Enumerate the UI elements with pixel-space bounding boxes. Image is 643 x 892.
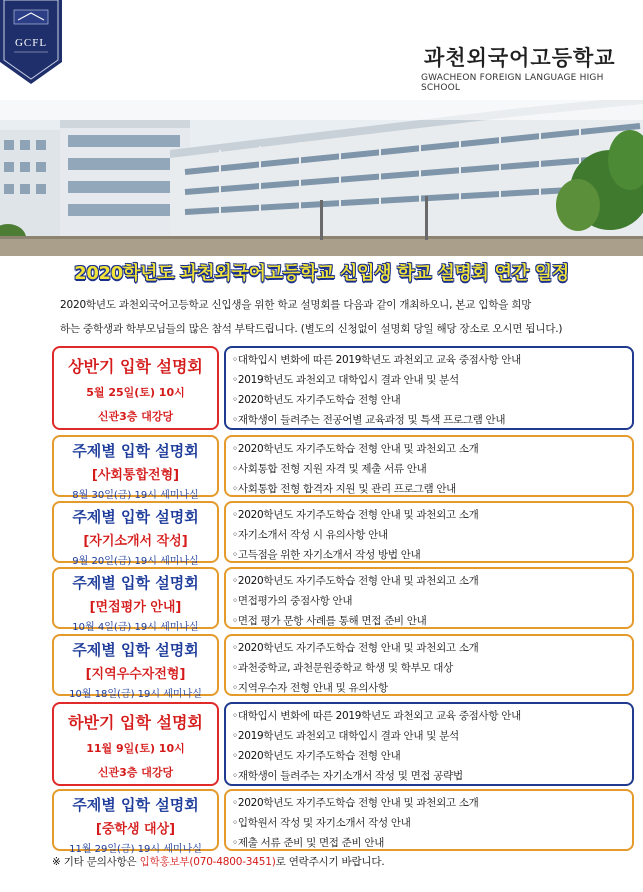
session-date: 11월 29일(금) 19시 세미나실: [69, 844, 202, 855]
agenda-item: ◦2020학년도 자기주도학습 전형 안내: [232, 750, 401, 762]
session-title: 주제별 입학 설명회: [72, 508, 199, 526]
intro-paragraph: [60, 293, 620, 341]
session-topic: [지역우수자전형]: [85, 667, 186, 682]
session-agenda-box: [224, 634, 634, 696]
session-topic: [면접평가 안내]: [89, 600, 182, 615]
agenda-item: ◦면접 평가 문항 사례를 통해 면접 준비 안내: [232, 615, 427, 627]
page-title: 2020학년도 과천외국어고등학교 신입생 학교 설명회 연간 일정: [74, 263, 569, 284]
session-info-box: [52, 789, 219, 855]
contact-note-suffix: 로 연락주시기 바랍니다.: [275, 856, 385, 868]
session-title: 하반기 입학 설명회: [68, 713, 203, 732]
session-info-box: [52, 702, 219, 786]
agenda-item: ◦2020학년도 자기주도학습 전형 안내 및 과천외고 소개: [232, 642, 479, 654]
session-info-box: [52, 346, 219, 430]
session-date: 10월 18일(금) 19시 세미나실: [69, 689, 202, 700]
agenda-item: ◦2020학년도 자기주도학습 전형 안내 및 과천외고 소개: [232, 443, 479, 455]
session-topic: [중학생 대상]: [95, 822, 176, 837]
agenda-item: ◦사회통합 전형 지원 자격 및 제출 서류 안내: [232, 463, 427, 475]
session-agenda-box: [224, 346, 634, 430]
agenda-item: ◦재학생이 들려주는 전공어별 교육과정 및 특색 프로그램 안내: [232, 414, 506, 426]
session-date: 5월 25일(토) 10시: [86, 386, 185, 399]
contact-phone: 입학홍보부(070-4800-3451): [139, 856, 276, 868]
agenda-item: ◦2020학년도 자기주도학습 전형 안내 및 과천외고 소개: [232, 575, 479, 587]
agenda-item: ◦2019학년도 과천외고 대학입시 결과 안내 및 분석: [232, 374, 459, 386]
session-title: 주제별 입학 설명회: [72, 574, 199, 592]
contact-note: [52, 854, 384, 869]
session-info-box: [52, 567, 219, 633]
school-building-photo: [0, 0, 643, 256]
session-place: 신관3층 대강당: [97, 410, 174, 423]
session-agenda-box: [224, 702, 634, 786]
session-title: 주제별 입학 설명회: [72, 641, 199, 659]
agenda-item: ◦대학입시 변화에 따른 2019학년도 과천외고 교육 중점사항 안내: [232, 354, 521, 366]
session-agenda-box: [224, 501, 634, 563]
agenda-item: ◦재학생이 들려주는 자기소개서 작성 및 면접 공략법: [232, 770, 463, 782]
agenda-item: ◦2020학년도 자기주도학습 전형 안내: [232, 394, 401, 406]
session-agenda-box: [224, 567, 634, 629]
agenda-item: ◦2020학년도 자기주도학습 전형 안내 및 과천외고 소개: [232, 797, 479, 809]
agenda-item: ◦2019학년도 과천외고 대학입시 결과 안내 및 분석: [232, 730, 459, 742]
session-date: 8월 30일(금) 19시 세미나실: [72, 490, 199, 501]
session-agenda-box: [224, 435, 634, 497]
agenda-item: ◦지역우수자 전형 안내 및 유의사항: [232, 682, 388, 694]
school-name-korean: 과천외국어고등학교: [424, 46, 616, 70]
school-name-english: GWACHEON FOREIGN LANGUAGE HIGH SCHOOL: [421, 73, 604, 93]
agenda-item: ◦과천중학교, 과천문원중학교 학생 및 학부모 대상: [232, 662, 453, 674]
contact-note-prefix: ※ 기타 문의사항은: [52, 856, 140, 868]
agenda-item: ◦2020학년도 자기주도학습 전형 안내 및 과천외고 소개: [232, 509, 479, 521]
session-date: 10월 4일(금) 19시 세미나실: [72, 622, 199, 633]
building-illustration: [0, 0, 643, 256]
agenda-item: ◦사회통합 전형 합격자 지원 및 관리 프로그램 안내: [232, 483, 457, 495]
session-agenda-box: [224, 789, 634, 851]
logo-text: GCFL: [14, 37, 48, 49]
intro-line-1: 2020학년도 과천외국어고등학교 신입생을 위한 학교 설명회를 다음과 같이 개최하오니, 본교 입학을 희망: [60, 299, 532, 311]
session-info-box: [52, 634, 219, 700]
agenda-item: ◦면접평가의 중점사항 안내: [232, 595, 353, 607]
session-place: 신관3층 대강당: [97, 766, 174, 779]
session-topic: [자기소개서 작성]: [83, 534, 188, 549]
agenda-item: ◦입학원서 작성 및 자기소개서 작성 안내: [232, 817, 411, 829]
agenda-item: ◦대학입시 변화에 따른 2019학년도 과천외고 교육 중점사항 안내: [232, 710, 521, 722]
session-info-box: [52, 501, 219, 567]
session-title: 주제별 입학 설명회: [72, 796, 199, 814]
session-topic: [사회통합전형]: [91, 468, 180, 483]
session-title: 주제별 입학 설명회: [72, 442, 199, 460]
session-info-box: [52, 435, 219, 501]
school-logo-icon: [0, 0, 62, 84]
agenda-item: ◦자기소개서 작성 시 유의사항 안내: [232, 529, 388, 541]
intro-line-2: 하는 중학생과 학부모님들의 많은 참석 부탁드립니다. (별도의 신청없이 설명회 당일 해당 장소로 오시면 됩니다.): [60, 323, 563, 335]
session-date: 9월 20일(금) 19시 세미나실: [72, 556, 199, 567]
session-title: 상반기 입학 설명회: [68, 357, 203, 376]
session-date: 11월 9일(토) 10시: [86, 742, 185, 755]
agenda-item: ◦고득점을 위한 자기소개서 작성 방법 안내: [232, 549, 421, 561]
agenda-item: ◦제출 서류 준비 및 면접 준비 안내: [232, 837, 385, 849]
